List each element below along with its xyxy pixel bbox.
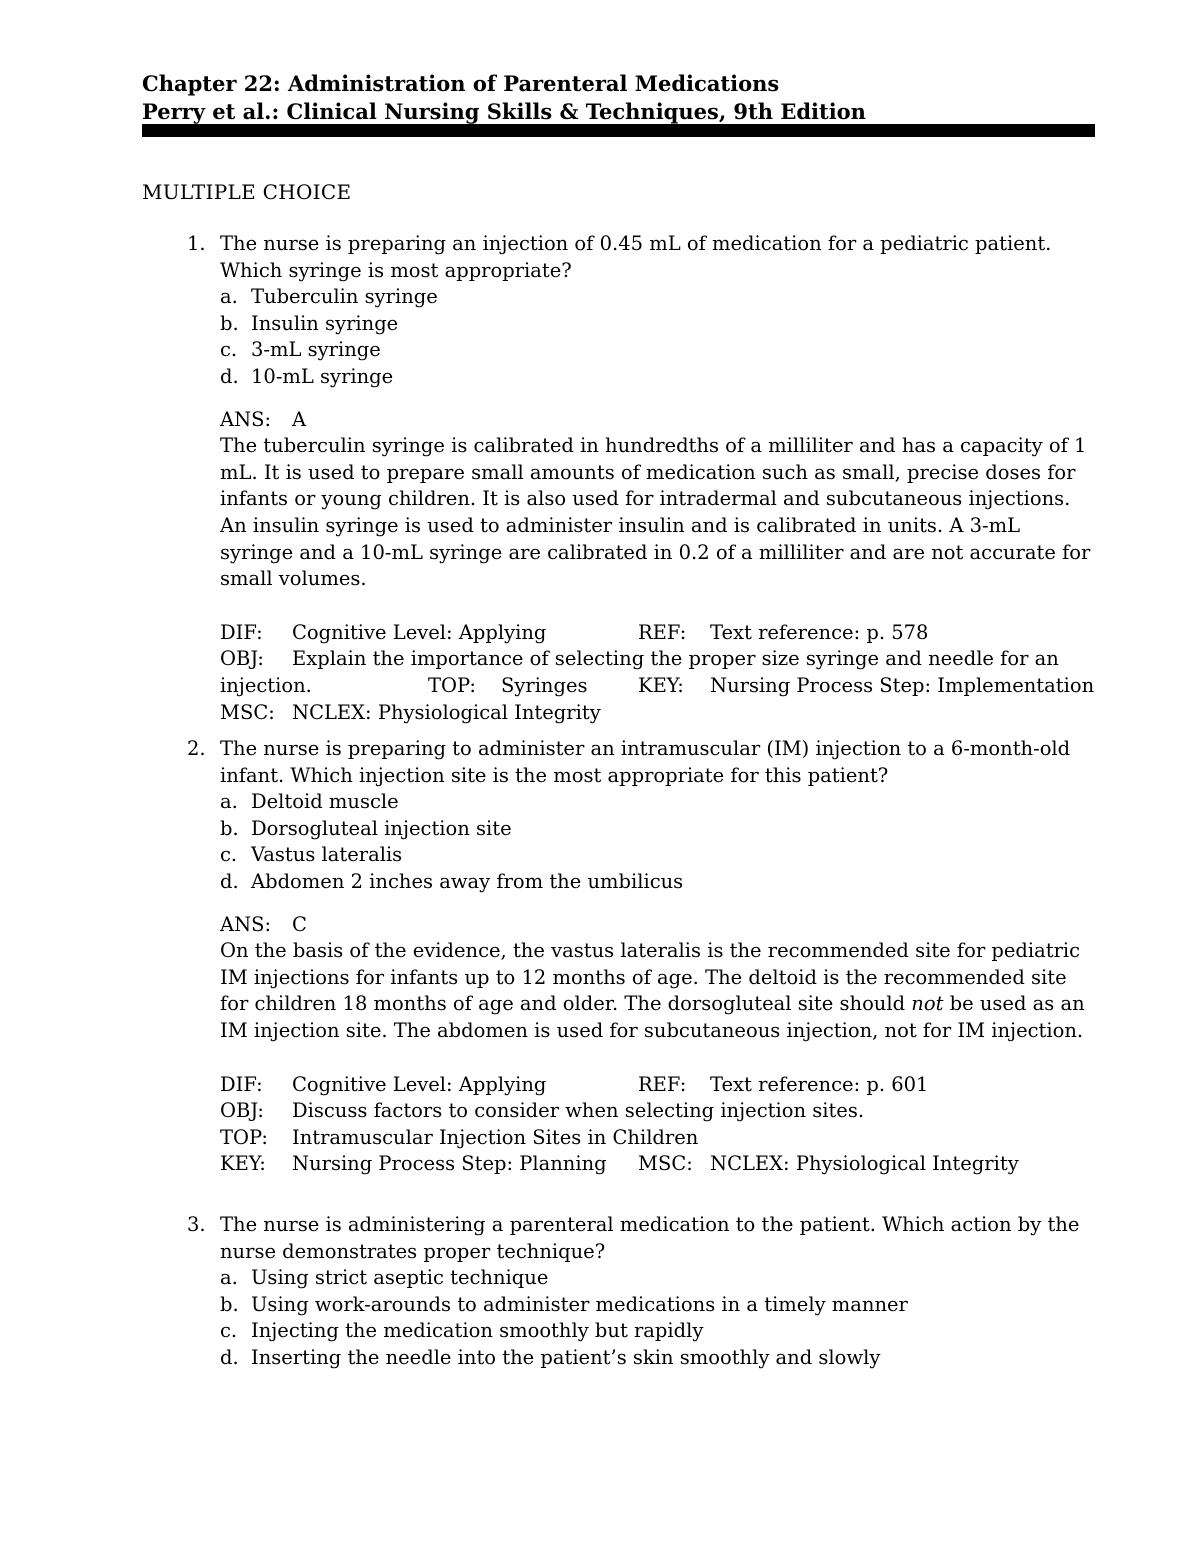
option-c: c. Injecting the medication smoothly but rapidly <box>220 1319 704 1343</box>
section-title: MULTIPLE CHOICE <box>142 180 352 204</box>
topic: Intramuscular Injection Sites in Children <box>292 1125 699 1149</box>
chapter-title: Chapter 22: Administration of Parenteral Medications <box>142 71 780 96</box>
question-number: 3. <box>187 1213 206 1236</box>
reference: Text reference: p. 578 <box>710 620 929 644</box>
question-2 <box>142 736 1102 1178</box>
msc: NCLEX: Physiological Integrity <box>292 700 601 724</box>
question-stem: The nurse is preparing an injection of 0.45 mL of medication for a pediatric patient. Which syringe is most appropriate? <box>220 232 1052 282</box>
objective: Explain the importance of selecting the proper size syringe and needle for an <box>292 647 1059 671</box>
question-stem: The nurse is preparing to administer an intramuscular (IM) injection to a 6-month-old infant. Which injection site is the most appropriate for this patient? <box>220 737 1071 787</box>
option-a: a. Using strict aseptic technique <box>220 1266 549 1290</box>
objective-cont: injection. <box>220 673 312 697</box>
question-stem: The nurse is administering a parenteral medication to the patient. Which action by the nurse demonstrates proper technique? <box>220 1213 1080 1263</box>
rationale: The tuberculin syringe is calibrated in hundredths of a milliliter and has a capacity of 1 mL. It is used to prepare small amounts of medication such as small, precise doses for infants or young children. It is also used for intradermal and subcutaneous injections. An insulin syringe is used to administer insulin and is calibrated in units. A 3-mL syringe and a 10-mL syringe are calibrated in 0.2 of a milliliter and are not accurate for small volumes. <box>220 434 1091 591</box>
option-a: a. Tuberculin syringe <box>220 285 438 309</box>
topic: Syringes <box>501 673 588 697</box>
option-d: d. Abdomen 2 inches away from the umbilicus <box>220 869 684 893</box>
option-b: b. Dorsogluteal injection site <box>220 816 512 840</box>
option-d: d. 10-mL syringe <box>220 364 394 388</box>
question-number: 2. <box>187 737 206 760</box>
option-a: a. Deltoid muscle <box>220 790 399 814</box>
option-b: b. Insulin syringe <box>220 311 399 335</box>
difficulty: Cognitive Level: Applying <box>292 620 547 644</box>
question-3 <box>142 1212 1102 1372</box>
rationale: On the basis of the evidence, the vastus lateralis is the recommended site for pediatric IM injections for infants up to 12 months of age. The deltoid is the recommended site for children 18 months of age and older. The dorsogluteal site should not be used as an IM injection site. The abdomen is used for subcutaneous injection, not for IM injection. <box>220 939 1085 1042</box>
option-c: c. 3-mL syringe <box>220 338 381 362</box>
question-metadata: DIF: Cognitive Level: Applying REF: Text reference: p. 601 OBJ: Discuss factors to consider when selecting injection sites. TOP: Intramuscular Injection Sites in Children KEY: Nursing Process Step: Planning MSC: NCLEX: Physiological Integrity <box>220 1072 1102 1178</box>
key: Nursing Process Step: Planning <box>292 1152 607 1176</box>
answer-line: ANS: C <box>220 912 307 936</box>
option-b: b. Using work-arounds to administer medications in a timely manner <box>220 1292 908 1316</box>
question-1 <box>142 231 1102 726</box>
key: Nursing Process Step: Implementation <box>710 673 1095 697</box>
option-d: d. Inserting the needle into the patient’s skin smoothly and slowly <box>220 1345 881 1369</box>
option-c: c. Vastus lateralis <box>220 843 403 867</box>
question-number: 1. <box>187 232 206 255</box>
emphasis-not: not <box>911 992 944 1016</box>
reference: Text reference: p. 601 <box>710 1072 929 1096</box>
answer-value: C <box>292 912 307 936</box>
book-title: Perry et al.: Clinical Nursing Skills & Techniques, 9th Edition <box>142 99 866 124</box>
difficulty: Cognitive Level: Applying <box>292 1072 547 1096</box>
objective: Discuss factors to consider when selecting injection sites. <box>292 1099 865 1123</box>
question-metadata: DIF: Cognitive Level: Applying REF: Text reference: p. 578 OBJ: Explain the importance of selecting the proper size syringe and needle for an injection. TOP: Syringes KEY: Nursing Process Step: Implementation MSC: NCLEX: Physiological Integrity <box>220 620 1102 726</box>
answer-value: A <box>292 407 307 431</box>
header-rule <box>142 124 1095 137</box>
answer-line: ANS: A <box>220 407 307 431</box>
msc: NCLEX: Physiological Integrity <box>710 1152 1019 1176</box>
document-header <box>142 70 1097 126</box>
